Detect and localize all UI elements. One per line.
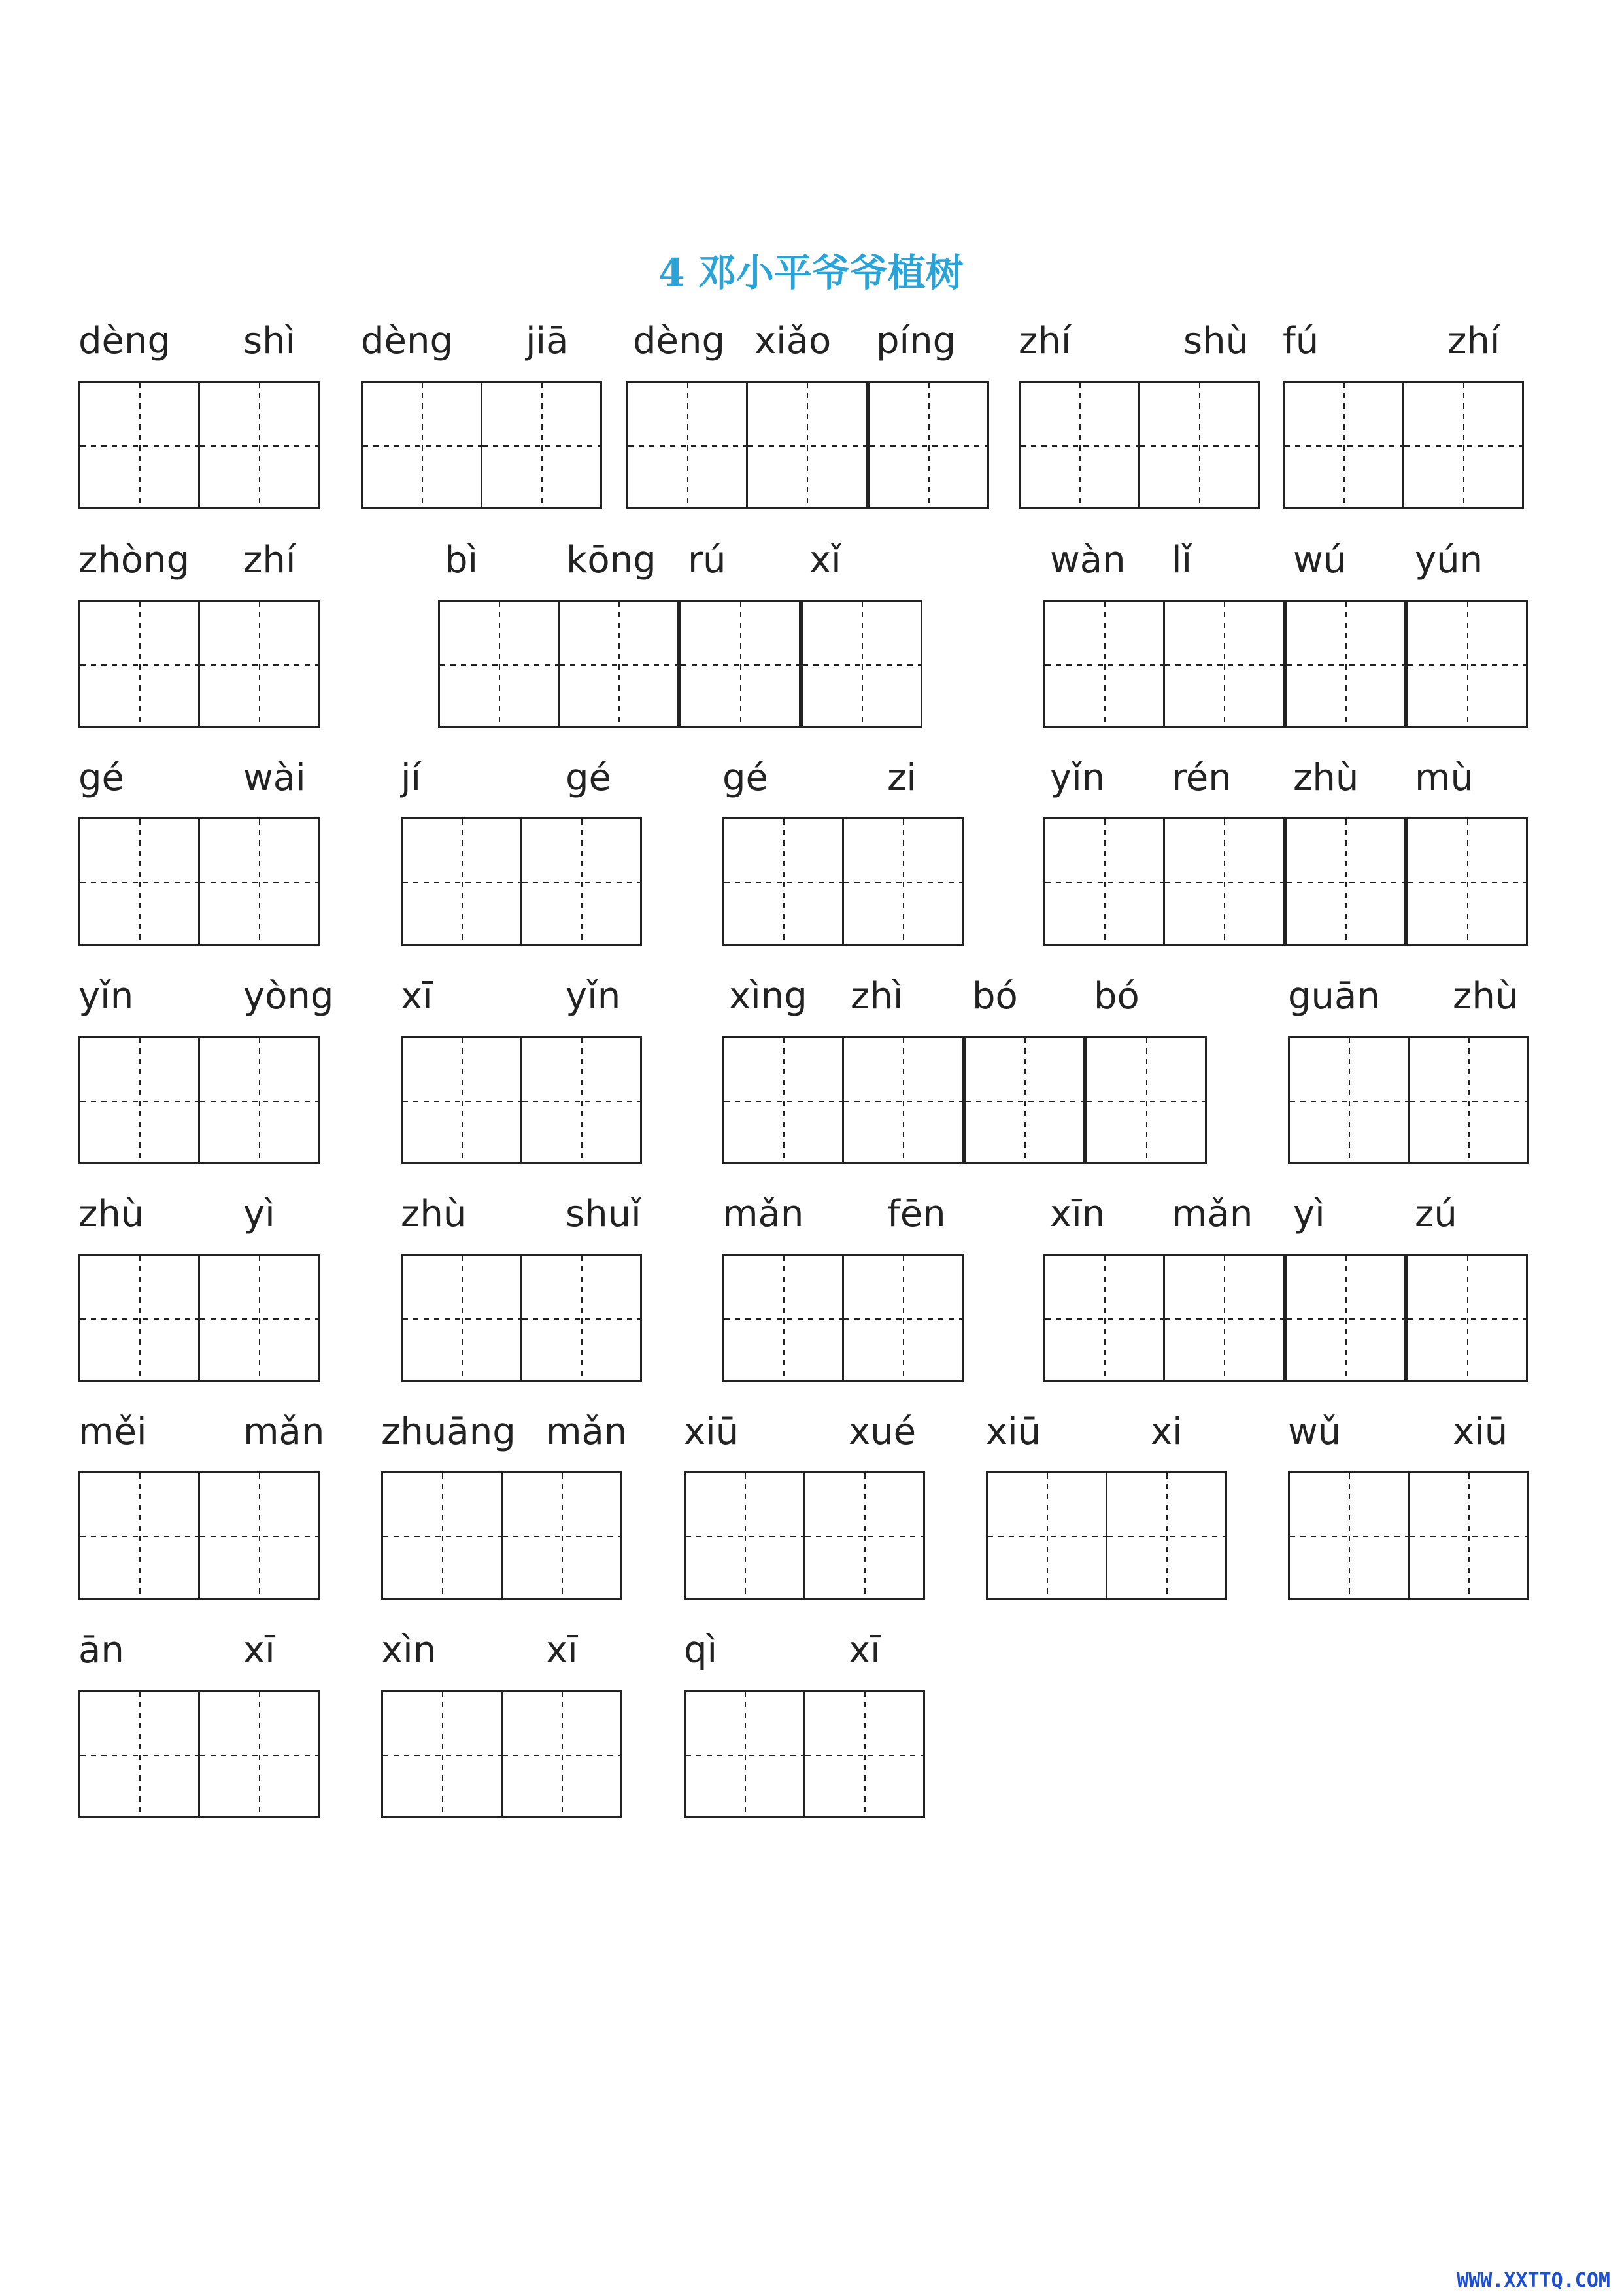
writing-cell[interactable]: [684, 1471, 805, 1600]
writing-cell[interactable]: [842, 1036, 964, 1164]
writing-cell[interactable]: [78, 817, 200, 946]
pinyin-label: dèng: [78, 320, 171, 362]
pinyin-label: qì: [684, 1629, 718, 1671]
writing-cell[interactable]: [381, 1690, 503, 1818]
pinyin-label: gé: [566, 757, 611, 799]
word-group: [1288, 970, 1531, 1167]
word-group: [78, 970, 334, 1167]
pinyin-label: gé: [78, 757, 124, 799]
pinyin-label: jiā: [526, 320, 569, 362]
writing-cell[interactable]: [401, 817, 522, 946]
writing-cell[interactable]: [520, 1036, 642, 1164]
pinyin-label: yǐn: [1050, 757, 1106, 799]
pinyin-label: dèng: [361, 320, 454, 362]
word-group: [986, 1406, 1229, 1602]
writing-cell[interactable]: [1163, 1254, 1285, 1382]
site-watermark: WWW.XXTTQ.COM: [1457, 2269, 1610, 2292]
pinyin-label: bó: [1094, 975, 1140, 1018]
writing-cell[interactable]: [1019, 381, 1140, 509]
pinyin-label: zhì: [851, 975, 904, 1018]
word-group: [381, 1406, 628, 1602]
word-group: [1283, 315, 1526, 511]
writing-cell[interactable]: [78, 381, 200, 509]
word-group: [401, 752, 644, 948]
pinyin-label: zi: [887, 757, 917, 799]
writing-cell[interactable]: [198, 381, 320, 509]
pinyin-label: mǎn: [546, 1411, 628, 1453]
writing-cell[interactable]: [78, 1036, 200, 1164]
word-group: [1019, 315, 1262, 511]
word-group: [361, 315, 604, 511]
pinyin-label: bó: [972, 975, 1018, 1018]
pinyin-label: xué: [849, 1411, 917, 1453]
pinyin-label: rén: [1172, 757, 1232, 799]
pinyin-label: dèng: [633, 320, 726, 362]
writing-cell[interactable]: [198, 600, 320, 728]
writing-cell[interactable]: [361, 381, 482, 509]
pinyin-label: xiū: [1453, 1411, 1508, 1453]
writing-cell[interactable]: [1285, 817, 1406, 946]
pinyin-label: mǎn: [722, 1193, 804, 1235]
word-group: [78, 1188, 322, 1384]
writing-cell[interactable]: [520, 817, 642, 946]
writing-cell[interactable]: [1138, 381, 1260, 509]
pinyin-label: yǐn: [566, 975, 621, 1018]
writing-cell[interactable]: [626, 381, 748, 509]
writing-cell[interactable]: [481, 381, 602, 509]
writing-cell[interactable]: [803, 1471, 925, 1600]
pinyin-label: zhí: [243, 539, 296, 581]
pinyin-label: xìn: [381, 1629, 437, 1671]
writing-cell[interactable]: [1285, 600, 1406, 728]
pinyin-label: xī: [243, 1629, 275, 1671]
word-group: [1043, 1188, 1530, 1384]
pinyin-label: xīn: [1050, 1193, 1106, 1235]
word-group: [401, 970, 644, 1167]
writing-cell[interactable]: [1402, 381, 1524, 509]
word-group: [78, 1406, 325, 1602]
pinyin-label: yì: [1293, 1193, 1325, 1235]
word-group: [78, 752, 322, 948]
writing-cell[interactable]: [438, 600, 560, 728]
writing-cell[interactable]: [1106, 1471, 1227, 1600]
pinyin-label: shì: [243, 320, 296, 362]
writing-cell[interactable]: [684, 1690, 805, 1818]
word-group: [722, 1188, 966, 1384]
pinyin-label: zhí: [1019, 320, 1072, 362]
pinyin-label: zhòng: [78, 539, 190, 581]
pinyin-label: xī: [401, 975, 433, 1018]
writing-cell[interactable]: [868, 381, 989, 509]
pinyin-label: zhuāng: [381, 1411, 516, 1453]
writing-cell[interactable]: [1406, 600, 1528, 728]
pinyin-label: zhí: [1447, 320, 1500, 362]
writing-cell[interactable]: [198, 1471, 320, 1600]
pinyin-label: wǔ: [1288, 1411, 1342, 1453]
pinyin-label: píng: [876, 320, 956, 362]
pinyin-label: yún: [1415, 539, 1483, 581]
writing-cell[interactable]: [842, 1254, 964, 1382]
writing-cell[interactable]: [198, 817, 320, 946]
pinyin-label: yǐn: [78, 975, 134, 1018]
lesson-title: 4 邓小平爷爷植树: [658, 250, 964, 295]
writing-cell[interactable]: [78, 1471, 200, 1600]
word-group: [381, 1624, 624, 1821]
writing-cell[interactable]: [198, 1254, 320, 1382]
writing-cell[interactable]: [1288, 1471, 1410, 1600]
pinyin-label: wàn: [1050, 539, 1126, 581]
pinyin-label: bì: [445, 539, 479, 581]
writing-cell[interactable]: [501, 1471, 622, 1600]
pinyin-label: fēn: [887, 1193, 946, 1235]
word-group: [401, 1188, 644, 1384]
pinyin-label: rú: [688, 539, 726, 581]
writing-cell[interactable]: [1043, 600, 1165, 728]
pinyin-label: měi: [78, 1411, 147, 1453]
word-group: [722, 970, 1209, 1167]
writing-cell[interactable]: [1285, 1254, 1406, 1382]
word-group: [684, 1624, 927, 1821]
pinyin-label: zhù: [1293, 757, 1359, 799]
writing-cell[interactable]: [198, 1690, 320, 1818]
word-group: [438, 534, 924, 730]
writing-cell[interactable]: [1085, 1036, 1207, 1164]
writing-cell[interactable]: [803, 1690, 925, 1818]
writing-cell[interactable]: [722, 1254, 844, 1382]
pinyin-label: xìng: [729, 975, 807, 1018]
pinyin-label: shù: [1183, 320, 1249, 362]
writing-cell[interactable]: [558, 600, 679, 728]
writing-cell[interactable]: [1043, 817, 1165, 946]
writing-cell[interactable]: [1283, 381, 1404, 509]
word-group: [78, 1624, 322, 1821]
writing-cell[interactable]: [1408, 1471, 1529, 1600]
writing-cell[interactable]: [801, 600, 922, 728]
pinyin-label: xiū: [684, 1411, 739, 1453]
writing-cell[interactable]: [964, 1036, 1085, 1164]
writing-cell[interactable]: [746, 381, 868, 509]
pinyin-label: fú: [1283, 320, 1319, 362]
writing-cell[interactable]: [401, 1036, 522, 1164]
pinyin-label: xiū: [986, 1411, 1041, 1453]
pinyin-label: xiǎo: [754, 320, 832, 362]
pinyin-label: xi: [1151, 1411, 1183, 1453]
word-group: [78, 315, 322, 511]
pinyin-label: guān: [1288, 975, 1380, 1018]
pinyin-label: mǎn: [243, 1411, 325, 1453]
writing-cell[interactable]: [78, 1254, 200, 1382]
writing-cell[interactable]: [1408, 1036, 1529, 1164]
pinyin-label: zhù: [78, 1193, 144, 1235]
pinyin-label: wài: [243, 757, 306, 799]
writing-cell[interactable]: [198, 1036, 320, 1164]
pinyin-label: mù: [1415, 757, 1474, 799]
pinyin-label: wú: [1293, 539, 1347, 581]
word-group: [1288, 1406, 1531, 1602]
writing-cell[interactable]: [1406, 817, 1528, 946]
pinyin-label: xī: [546, 1629, 578, 1671]
pinyin-label: xī: [849, 1629, 881, 1671]
word-group: [722, 752, 966, 948]
writing-cell[interactable]: [986, 1471, 1107, 1600]
writing-cell[interactable]: [520, 1254, 642, 1382]
writing-cell[interactable]: [78, 600, 200, 728]
word-group: [626, 315, 991, 511]
writing-cell[interactable]: [401, 1254, 522, 1382]
word-group: [684, 1406, 927, 1602]
writing-cell[interactable]: [722, 817, 844, 946]
writing-cell[interactable]: [381, 1471, 503, 1600]
writing-cell[interactable]: [501, 1690, 622, 1818]
writing-cell[interactable]: [1288, 1036, 1410, 1164]
writing-cell[interactable]: [1163, 817, 1285, 946]
pinyin-label: jí: [401, 757, 422, 799]
pinyin-label: zú: [1415, 1193, 1457, 1235]
pinyin-label: xǐ: [809, 539, 841, 581]
writing-cell[interactable]: [78, 1690, 200, 1818]
pinyin-label: yòng: [243, 975, 334, 1018]
writing-cell[interactable]: [1163, 600, 1285, 728]
pinyin-label: lǐ: [1172, 539, 1192, 581]
pinyin-label: shuǐ: [566, 1193, 641, 1235]
writing-cell[interactable]: [679, 600, 801, 728]
writing-cell[interactable]: [1406, 1254, 1528, 1382]
pinyin-label: zhù: [401, 1193, 467, 1235]
writing-cell[interactable]: [722, 1036, 844, 1164]
pinyin-label: yì: [243, 1193, 275, 1235]
pinyin-label: gé: [722, 757, 768, 799]
word-group: [1043, 534, 1530, 730]
word-group: [1043, 752, 1530, 948]
pinyin-label: zhù: [1453, 975, 1519, 1018]
pinyin-label: mǎn: [1172, 1193, 1253, 1235]
pinyin-label: ān: [78, 1629, 124, 1671]
pinyin-label: kōng: [566, 539, 656, 581]
writing-cell[interactable]: [1043, 1254, 1165, 1382]
word-group: [78, 534, 322, 730]
writing-cell[interactable]: [842, 817, 964, 946]
